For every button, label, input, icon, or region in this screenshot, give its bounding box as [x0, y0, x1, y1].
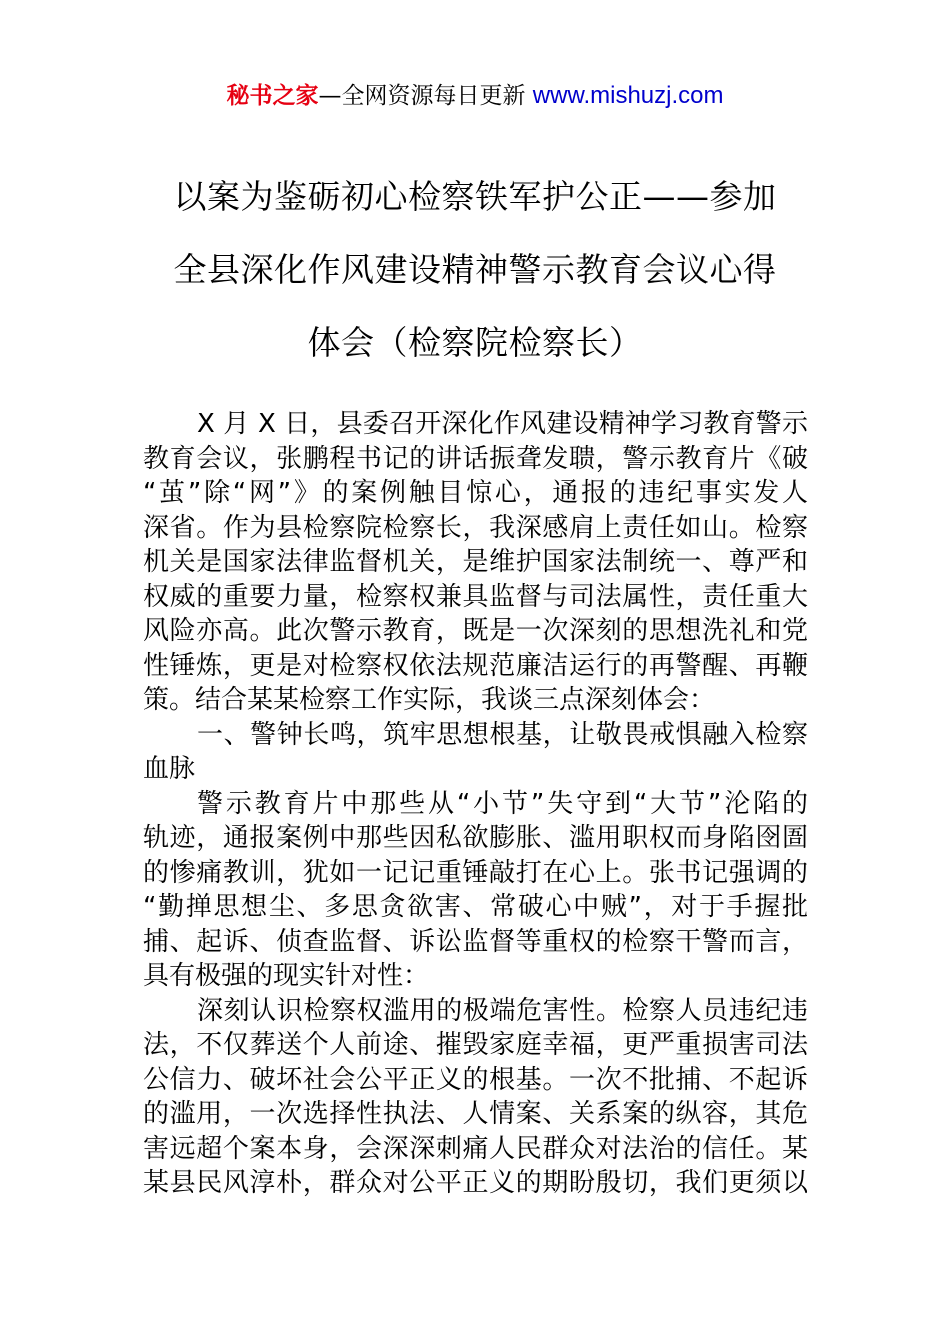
- paragraph-line: 性锤炼，更是对检察权依法规范廉洁运行的再警醒、再鞭: [143, 650, 808, 681]
- paragraph-line: 深省。作为县检察院检察长，我深感肩上责任如山。检察: [143, 512, 808, 543]
- section-heading-line: 一、警钟长鸣，筑牢思想根基，让敬畏戒惧融入检察: [197, 719, 808, 750]
- paragraph-line: 机关是国家法律监督机关，是维护国家法制统一、尊严和: [143, 547, 808, 577]
- paragraph-line: 的惨痛教训，犹如一记记重锤敲打在心上。张书记强调的: [143, 857, 808, 888]
- title-line: 全县深化作风建设精神警示教育会议心得: [173, 250, 777, 289]
- site-url[interactable]: www.mishuzj.com: [532, 82, 724, 109]
- paragraph-line: X 月 X 日，县委召开深化作风建设精神学习教育警示: [197, 409, 808, 439]
- paragraph-line: “勤掸思想尘、多思贪欲害、常破心中贼”，对于手握批: [143, 892, 808, 922]
- paragraph-line: 轨迹，通报案例中那些因私欲膨胀、滥用职权而身陷囹圄: [143, 823, 808, 853]
- title-line: 以案为鉴砺初心检察铁军护公正——参加: [173, 177, 777, 216]
- paragraph-line: 具有极强的现实针对性：: [143, 961, 430, 991]
- paragraph-line: 警示教育片中那些从“小节”失守到“大节”沦陷的: [197, 788, 808, 819]
- paragraph-line: 法，不仅葬送个人前途、摧毁家庭幸福，更严重损害司法: [143, 1030, 808, 1060]
- section-heading-line: 血脉: [143, 754, 196, 784]
- document-body: [143, 407, 808, 1201]
- paragraph-line: 权威的重要力量，检察权兼具监督与司法属性，责任重大: [143, 581, 808, 612]
- site-tagline: —全网资源每日更新: [318, 83, 533, 109]
- paragraph-line: 某县民风淳朴，群众对公平正义的期盼殷切，我们更须以: [143, 1168, 808, 1198]
- paragraph-line: “茧”除“网”》的案例触目惊心，通报的违纪事实发人: [143, 478, 808, 508]
- paragraph-line: 深刻认识检察权滥用的极端危害性。检察人员违纪违: [197, 995, 808, 1026]
- paragraph-line: 捕、起诉、侦查监督、诉讼监督等重权的检察干警而言，: [143, 926, 808, 957]
- paragraph-line: 策。结合某某检察工作实际，我谈三点深刻体会：: [143, 685, 716, 715]
- paragraph-line: 教育会议，张鹏程书记的讲话振聋发聩，警示教育片《破: [143, 443, 808, 474]
- paragraph-line: 的滥用，一次选择性执法、人情案、关系案的纵容，其危: [143, 1099, 808, 1129]
- site-header: [0, 80, 950, 112]
- title-line: 体会（检察院检察长）: [307, 323, 643, 362]
- paragraph-line: 公信力、破坏社会公平正义的根基。一次不批捕、不起诉: [143, 1064, 808, 1095]
- paragraph-line: 害远超个案本身，会深深刺痛人民群众对法治的信任。某: [143, 1133, 808, 1164]
- document-title: [140, 178, 810, 397]
- site-brand: 秘书之家: [226, 83, 319, 109]
- paragraph-line: 风险亦高。此次警示教育，既是一次深刻的思想洗礼和党: [143, 616, 808, 646]
